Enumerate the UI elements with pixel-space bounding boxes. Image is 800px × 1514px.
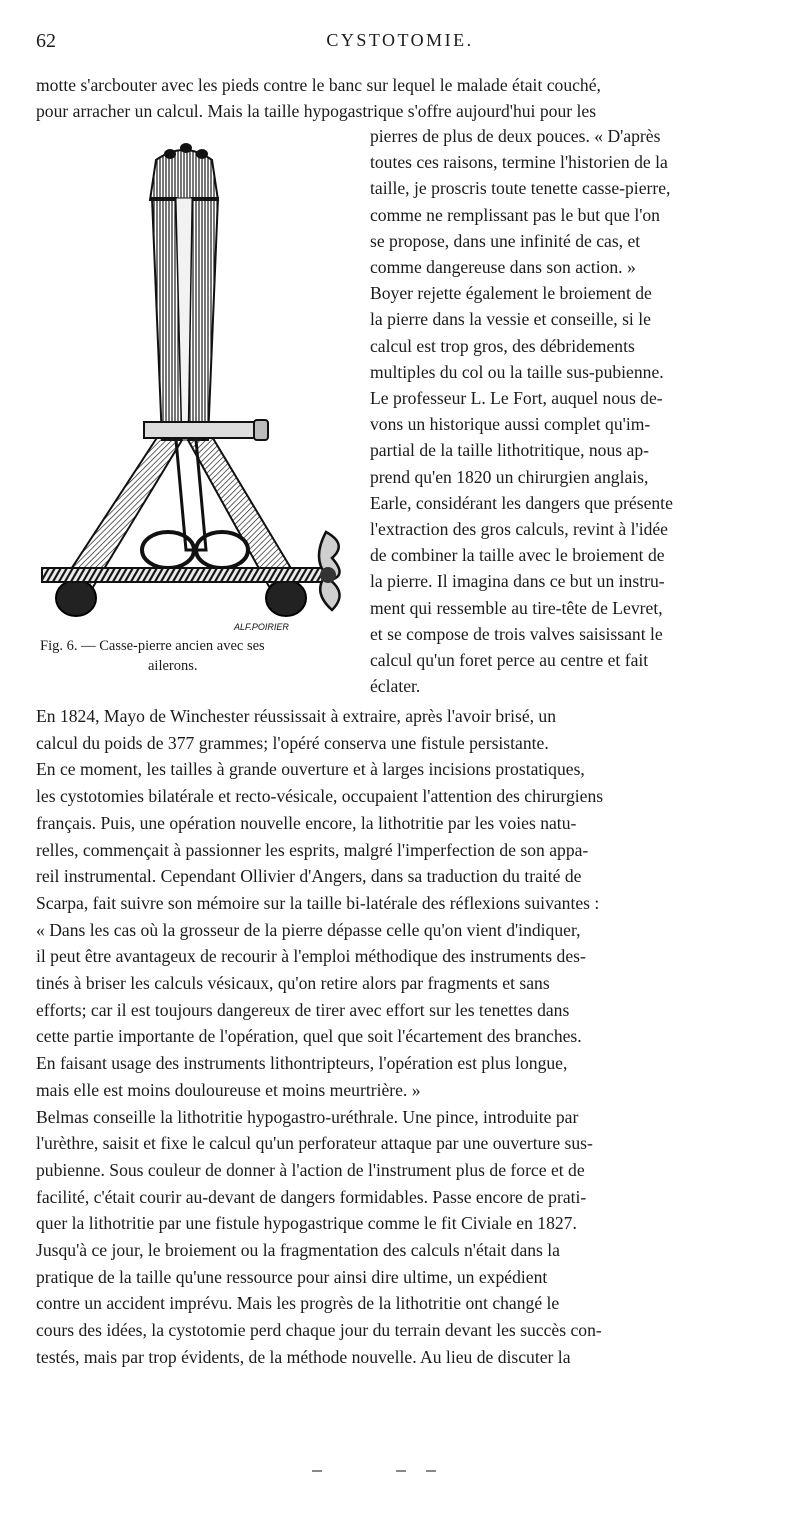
text-line: En faisant usage des instruments lithontripteurs, l'opération est plus longue,	[36, 1053, 568, 1074]
page-number: 62	[36, 30, 56, 52]
engraver-signature: ALF.POIRIER	[234, 622, 289, 632]
jaw-head	[150, 143, 218, 200]
threaded-rod	[42, 568, 328, 582]
text-line: pubienne. Sous couleur de donner à l'action de l'instrument plus de force et de	[36, 1159, 585, 1180]
text-line: il peut être avantageux de recourir à l'emploi méthodique des instruments des-	[36, 946, 586, 967]
text-line: ment qui ressemble au tire-tête de Levret,	[370, 597, 663, 618]
text-line: calcul qu'un foret perce au centre et fait	[370, 650, 649, 670]
text-line: vons un historique aussi complet qu'im-	[370, 414, 651, 435]
text-line: comme dangereuse dans son action. »	[370, 257, 636, 277]
text-line: prend qu'en 1820 un chirurgien anglais,	[370, 466, 649, 487]
text-line: les cystotomies bilatérale et recto-vésicale, occupaient l'attention des chirurgiens	[36, 786, 604, 807]
text-line: tinés à briser les calculs vésicaux, qu'on retire alors par fragments et sans	[36, 973, 550, 993]
text-line: En 1824, Mayo de Winchester réussissait à extraire, après l'avoir brisé, un	[36, 706, 557, 726]
text-line: taille, je proscris toute tenette casse-pierre,	[370, 178, 671, 199]
text-line: mais elle est moins douloureuse et moins meurtrière. »	[36, 1079, 421, 1100]
text-line: cette partie importante de l'opération, quel que soit l'écartement des branches.	[36, 1026, 582, 1047]
running-title: CYSTOTOMIE.	[326, 30, 474, 50]
text-line: multiples du col ou la taille sus-pubienne.	[370, 361, 664, 382]
foot-mark	[312, 1470, 322, 1472]
text-line: se propose, dans une infinité de cas, et	[370, 230, 641, 251]
text-line: calcul du poids de 377 grammes; l'opéré conserva une fistule persistante.	[36, 732, 549, 753]
text-line: calcul est trop gros, des débridements	[370, 335, 635, 356]
text-line: cours des idées, la cystotomie perd chaque jour du terrain devant les succès con-	[36, 1320, 602, 1341]
text-line: testés, mais par trop évidents, de la méthode nouvelle. Au lieu de discuter la	[36, 1346, 571, 1367]
text-line: pour arracher un calcul. Mais la taille hypogastrique s'offre aujourd'hui pour les	[36, 101, 597, 121]
text-line: et se compose de trois valves saisissant le	[370, 623, 663, 644]
text-line: Boyer rejette également le broiement de	[370, 283, 652, 304]
text-line: toutes ces raisons, termine l'historien de la	[370, 152, 668, 173]
text-line: l'extraction des gros calculs, revint à l'idée	[370, 519, 668, 539]
caption-line: Fig. 6. — Casse-pierre ancien avec ses	[40, 638, 265, 654]
text-line: efforts; car il est toujours dangereux de tirer avec effort sur les tenettes dans	[36, 999, 570, 1020]
page-header	[36, 30, 764, 58]
text-line: Scarpa, fait suivre son mémoire sur la taille bi-latérale des réflexions suivantes :	[36, 892, 600, 913]
text-line: éclater.	[370, 676, 421, 697]
foot-mark	[426, 1470, 436, 1472]
text-line: « Dans les cas où la grosseur de la pierre dépasse celle qu'on vient d'indiquer,	[36, 919, 581, 940]
text-line: la pierre dans la vessie et conseille, si le	[370, 309, 651, 330]
text-line: contre un accident imprévu. Mais les progrès de la lithotritie ont changé le	[36, 1293, 560, 1314]
caption-line: ailerons.	[148, 658, 198, 674]
text-line: relles, commençait à passionner les esprits, malgré l'imperfection de son appa-	[36, 839, 589, 860]
hinge-plate	[144, 420, 268, 440]
text-line: Earle, considérant les dangers que présente	[370, 492, 673, 513]
text-line: de combiner la taille avec le broiement de	[370, 545, 665, 566]
text-line: facilité, c'était courir au-devant de dangers formidables. Passe encore de prati-	[36, 1186, 587, 1207]
text-line: reil instrumental. Cependant Ollivier d'Angers, dans sa traduction du traité de	[36, 866, 582, 887]
text-line: quer la lithotritie par une fistule hypogastrique comme le fit Civiale en 1827.	[36, 1213, 577, 1234]
lithotrite-engraving	[36, 140, 354, 640]
text-line: la pierre. Il imagina dans ce but un instru-	[370, 571, 665, 592]
wing-nut	[319, 532, 340, 610]
foot-mark	[396, 1470, 406, 1472]
text-line: Jusqu'à ce jour, le broiement ou la fragmentation des calculs n'était dans la	[36, 1240, 560, 1260]
text-line: comme ne remplissant pas le but que l'on	[370, 204, 660, 225]
text-line: français. Puis, une opération nouvelle encore, la lithotritie par les voies natu-	[36, 812, 577, 833]
text-line: Le professeur L. Le Fort, auquel nous de-	[370, 388, 663, 408]
jaw-blades	[152, 198, 218, 440]
handles	[56, 430, 306, 616]
text-line: l'urèthre, saisit et fixe le calcul qu'un perforateur attaque par une ouverture sus-	[36, 1133, 593, 1154]
text-line: partial de la taille lithotritique, nous ap-	[370, 440, 649, 461]
text-line: En ce moment, les tailles à grande ouverture et à larges incisions prostatiques,	[36, 759, 585, 780]
text-line: Belmas conseille la lithotritie hypogastro-uréthrale. Une pince, introduite par	[36, 1106, 579, 1127]
text-line: motte s'arcbouter avec les pieds contre le banc sur lequel le malade était couché,	[36, 75, 601, 95]
text-line: pratique de la taille qu'une ressource pour ainsi dire ultime, un expédient	[36, 1266, 548, 1287]
text-line: pierres de plus de deux pouces. « D'après	[370, 126, 661, 146]
